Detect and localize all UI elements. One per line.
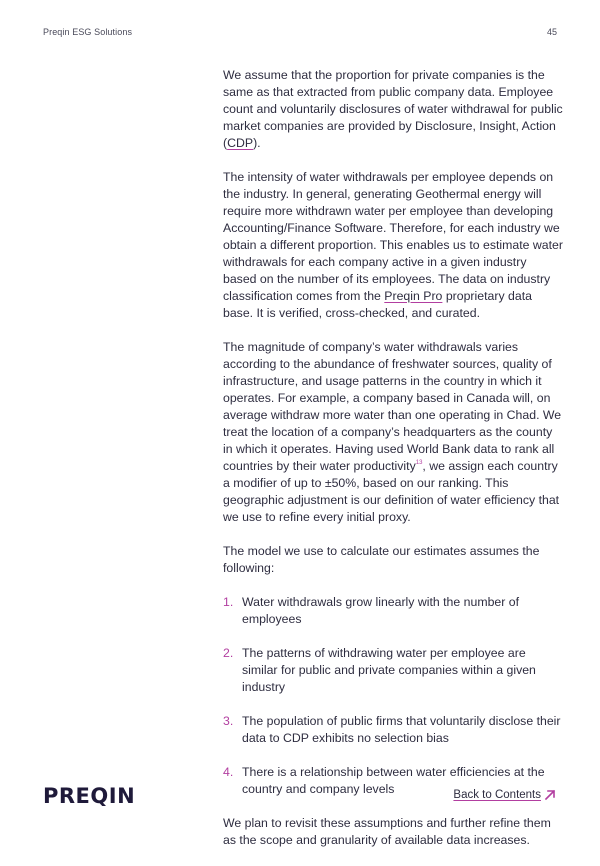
preqin-pro-link[interactable]: Preqin Pro [384,289,443,303]
list-item [223,713,563,747]
list-text: There is a relationship between water efficiencies at the country and company levels [242,765,545,796]
paragraph-1: We assume that the proportion for private companies is the same as that extracted from public company data. Employee count and voluntarily disclosures of water withdrawal for public market companies are provided by Disclosure, Insight, Action (CDP). [223,68,563,150]
main-content [223,67,563,866]
page-number: 45 [546,27,557,37]
list-text: The population of public firms that voluntarily disclose their data to CDP exhibits no selection bias [242,714,561,745]
list-text: Water withdrawals grow linearly with the number of employees [242,595,520,626]
list-number: 4. [223,765,234,779]
assumptions-list [223,594,563,798]
paragraph-4: The model we use to calculate our estimates assumes the following: [223,544,540,575]
back-to-contents-label[interactable]: Back to Contents [453,789,541,801]
paragraph-5: We plan to revisit these assumptions and further refine them as the scope and granularity of available data increases. [223,816,551,847]
list-text: The patterns of withdrawing water per employee are similar for public and private companies within a given industry [242,646,536,694]
list-item [223,594,563,628]
footnote-ref[interactable]: 13 [415,460,423,466]
list-number: 2. [223,646,234,660]
preqin-logo[interactable]: PREQIN [43,784,136,808]
list-number: 3. [223,714,234,728]
back-to-contents-link[interactable] [453,789,556,801]
header-title: Preqin ESG Solutions [43,27,133,37]
list-item [223,645,563,696]
list-number: 1. [223,595,234,609]
paragraph-3: The magnitude of company’s water withdrawals varies according to the abundance of freshwater sources, quality of infrastructure, and usage patterns in the country in which it operates. For example, a company based in Canada will, on average withdraw more water than one operating in Chad. We treat the location of a company’s headquarters as the county in which it operates. Having used World Bank data to rank all countries by their water productivity$^{13}$, we assign each country a modifier of up to ±50%, based on our ranking. This geographic adjustment is our definition of water efficiency that we use to refine every initial proxy. [223,340,562,524]
paragraph-2: The intensity of water withdrawals per employee depends on the industry. In general, generating Geothermal energy will require more withdrawn water per employee than developing Accounting/Finance Software. Therefore, for each industry we obtain a different proportion. This enables us to estimate water withdrawals for each company active in a given industry based on the number of its employees. The data on industry classification comes from the Preqin Pro proprietary data base. It is verified, cross-checked, and curated. [223,170,563,320]
arrow-up-right-icon [544,789,556,801]
cdp-link[interactable]: CDP [227,136,254,150]
